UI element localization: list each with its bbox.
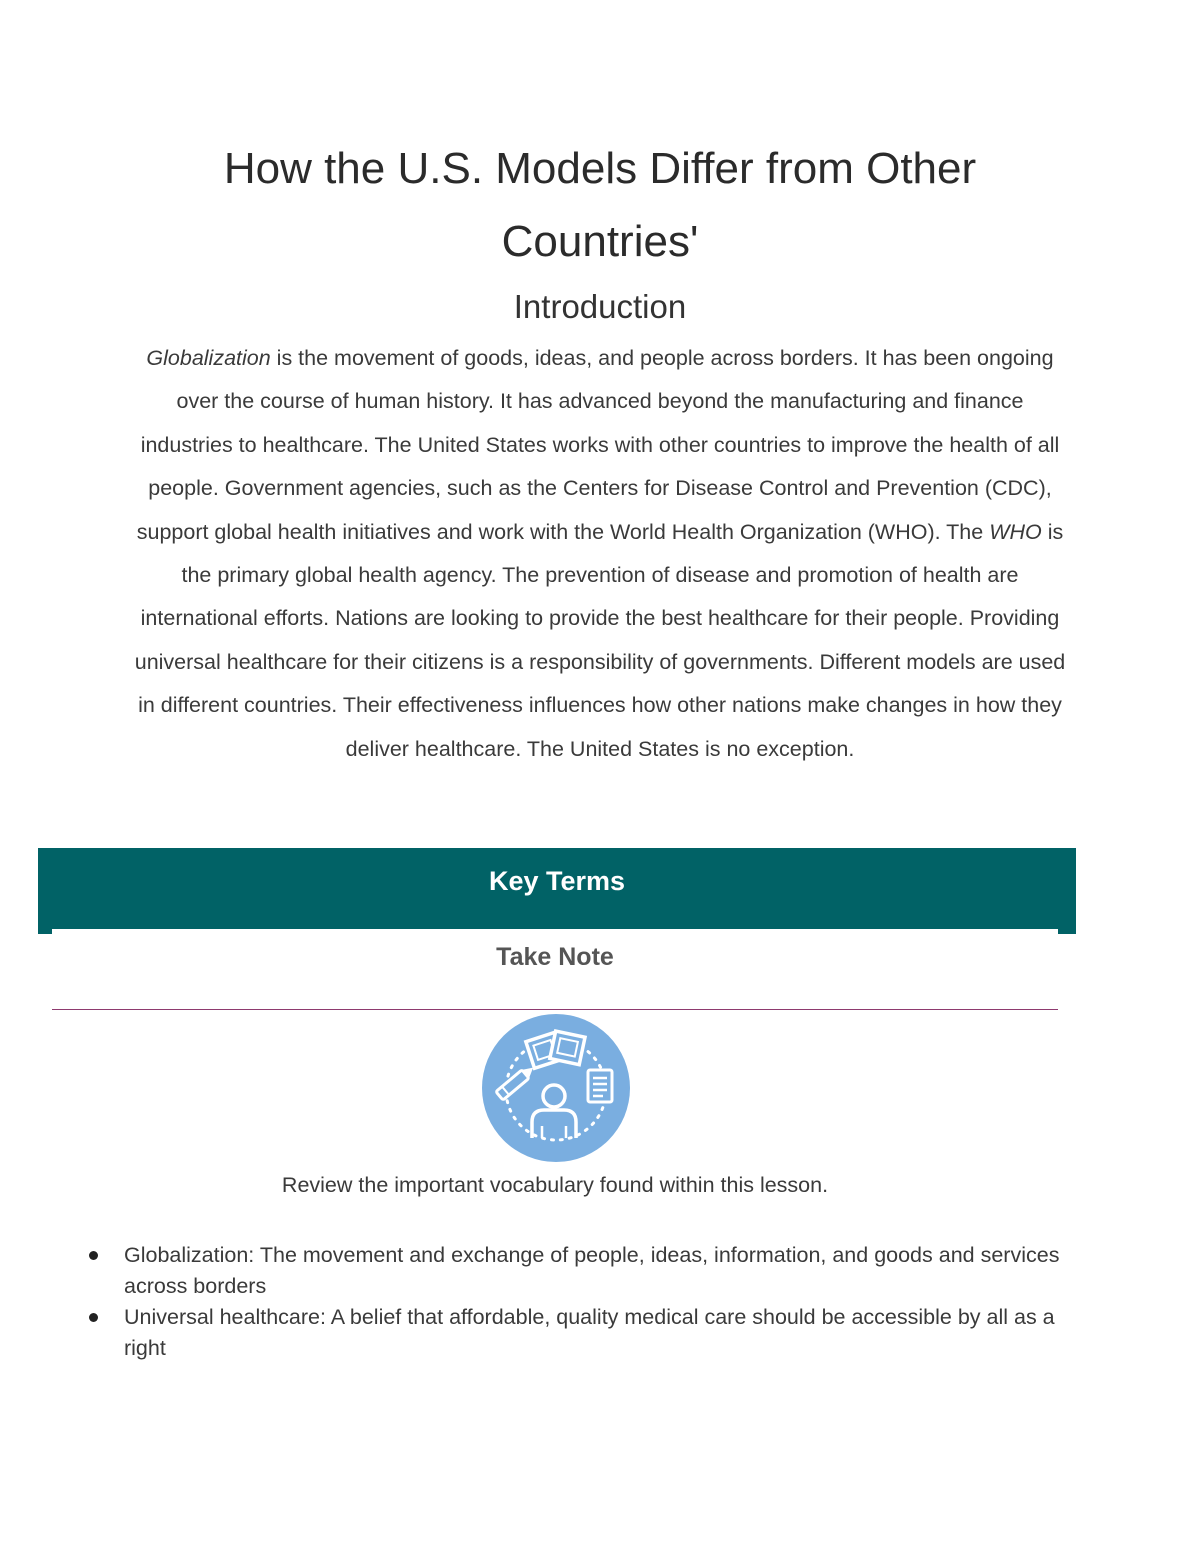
- globalization-term: Globalization: [146, 346, 271, 370]
- introduction-paragraph: [128, 337, 1072, 771]
- term-text: Universal healthcare: A belief that affordable, quality medical care should be accessible by all as a right: [124, 1305, 1055, 1360]
- intro-text-part-1: is the movement of goods, ideas, and people across borders. It has been ongoing over the course of human history. It has advanced beyond the manufacturing and finance industries to healthcare. The United States works with other countries to improve the health of all people. Government agencies, such as the Centers for Disease Control and Prevention (CDC), support global health initiatives and work with the World Health Organization (WHO). The: [136, 346, 1060, 544]
- introduction-heading: Introduction: [513, 288, 687, 325]
- bullet-icon: [89, 1313, 98, 1322]
- who-term: WHO: [989, 519, 1042, 544]
- key-terms-banner: [38, 848, 1076, 934]
- term-text: Globalization: The movement and exchange of people, ideas, information, and goods and services across borders: [124, 1243, 1060, 1298]
- take-note-icon: [482, 1014, 630, 1162]
- key-terms-panel: [52, 929, 1058, 1389]
- review-instructions: Review the important vocabulary found within this lesson.: [281, 1173, 829, 1197]
- list-item: [124, 1240, 1064, 1302]
- bullet-icon: [89, 1251, 98, 1260]
- divider: [52, 1009, 1058, 1010]
- take-note-heading: Take Note: [496, 943, 614, 971]
- list-item: [124, 1302, 1064, 1364]
- key-terms-title: Key Terms: [488, 866, 626, 896]
- page-title: How the U.S. Models Differ from Other Countries': [223, 144, 977, 266]
- key-terms-list: [124, 1240, 1064, 1364]
- intro-text-part-2: is the primary global health agency. The prevention of disease and promotion of health are international efforts. Nations are looking to provide the best healthcare for their people. Providing universal healthcare for their citizens is a responsibility of governments. Different models are used in different countries. Their effectiveness influences how other nations make changes in how they deliver healthcare. The United States is no exception.: [134, 519, 1066, 761]
